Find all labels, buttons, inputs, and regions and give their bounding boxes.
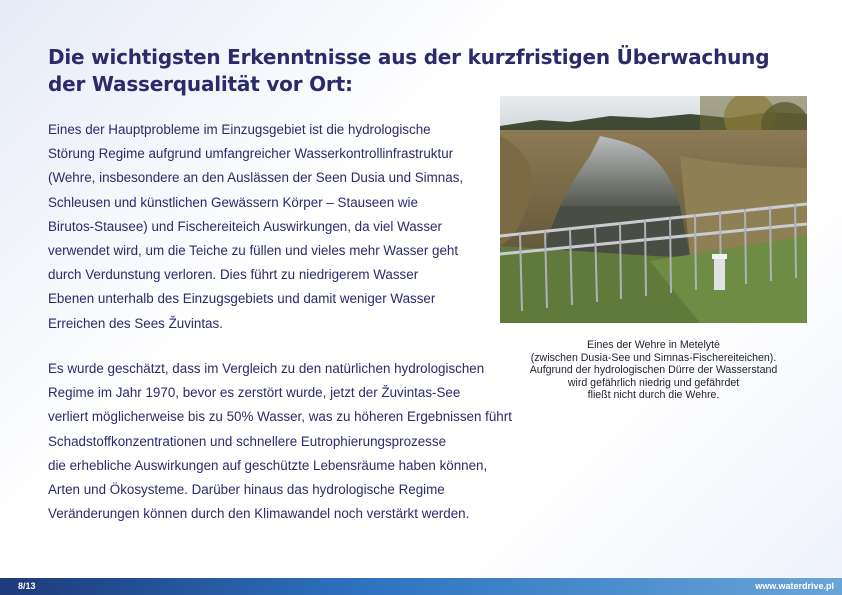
photo-caption [500,339,807,402]
caption-line: wird gefährlich niedrig und gefährdet [567,376,740,389]
caption-line: Eines der Wehre in Metelytė [587,339,720,351]
text-line: Arten und Ökosysteme. Darüber hinaus das hydrologische Regime [48,482,445,498]
caption-line: (zwischen Dusia-See und Simnas-Fischereiteichen). [530,351,777,364]
text-line: Schleusen und künstlichen Gewässern Körper – Stauseen wie [48,194,418,210]
text-line: verliert möglicherweise bis zu 50% Wasser, was zu höheren Ergebnissen führt [48,409,512,425]
text-line: Es wurde geschätzt, dass im Vergleich zu den natürlichen hydrologischen [48,361,485,376]
text-line: Ebenen unterhalb des Einzugsgebiets und damit weniger Wasser [48,291,436,307]
footer-bar [0,578,842,595]
text-line: Birutos-Stausee) und Fischereiteich Auswirkungen, da viel Wasser [48,218,442,234]
text-line: Eines der Hauptprobleme im Einzugsgebiet ist die hydrologische [48,122,431,137]
weir-photo-illustration [500,96,807,323]
text-line: Erreichen des Sees Žuvintas. [48,315,223,331]
weir-photo [500,96,807,323]
caption-line: Aufgrund der hydrologischen Dürre der Wasserstand [529,364,778,377]
text-line: (Wehre, insbesondere an den Auslässen der Seen Dusia und Simnas, [48,170,464,186]
title-line-2: der Wasserqualität vor Ort: [48,72,353,96]
website-link[interactable]: www.waterdrive.pl [755,581,834,591]
text-line: Veränderungen können durch den Klimawandel noch verstärkt werden. [48,506,470,522]
text-line: Störung Regime aufgrund umfangreicher Wasserkontrollinfrastruktur [48,146,454,162]
title-line-1: Die wichtigsten Erkenntnisse aus der kurzfristigen Überwachung [48,45,770,69]
text-line: durch Verdunstung verloren. Dies führt zu niedrigerem Wasser [48,267,419,283]
page-title [48,44,770,98]
text-line: die erhebliche Auswirkungen auf geschützte Lebensräume haben können, [48,457,488,473]
page-number: 8/13 [18,581,36,591]
text-line: verwendet wird, um die Teiche zu füllen und vieles mehr Wasser geht [48,243,459,259]
paragraph-hydrological-disturbance [48,118,518,336]
paragraph-water-loss-estimate [48,357,518,526]
text-line: Schadstoffkonzentrationen und schnellere Eutrophierungsprozesse [48,433,447,449]
text-line: Regime im Jahr 1970, bevor es zerstört wurde, jetzt der Žuvintas-See [48,385,461,401]
caption-line: fließt nicht durch die Wehre. [587,389,720,402]
